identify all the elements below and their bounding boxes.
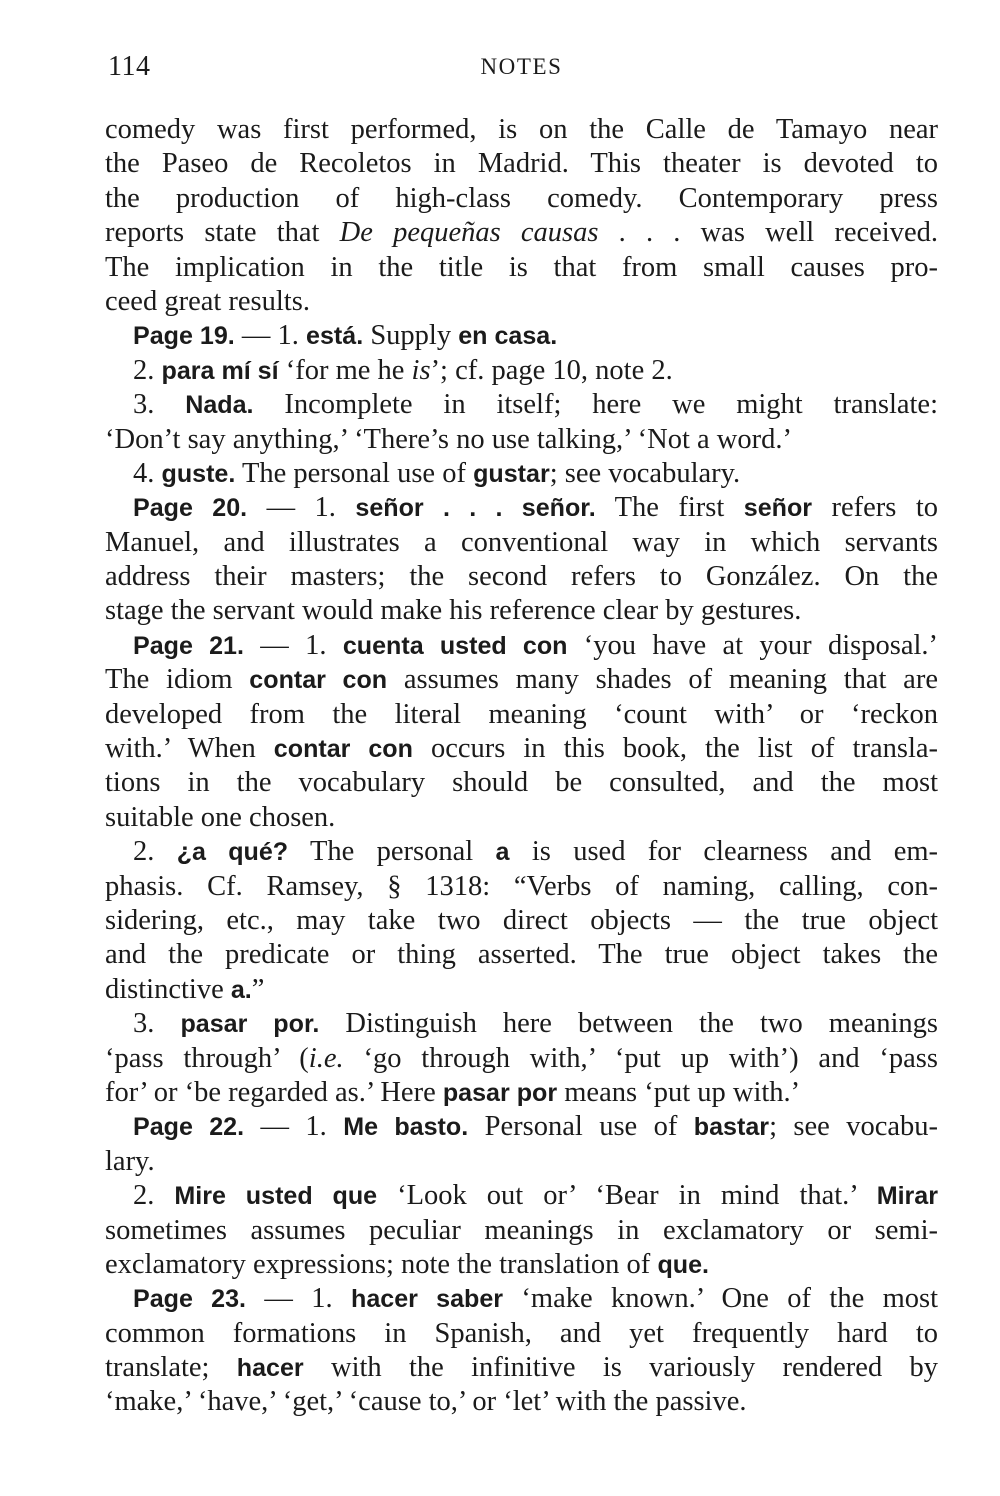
text-run: reports state that	[105, 217, 340, 249]
bold-term: hacer	[236, 1354, 304, 1383]
text-line	[105, 973, 938, 1007]
bold-term: en casa.	[458, 322, 558, 351]
bold-term: señor . . . señor.	[355, 494, 596, 523]
text-line	[105, 423, 938, 457]
text-run: Personal use of	[468, 1111, 694, 1143]
bold-term: Page 20.	[133, 494, 248, 523]
text-run: ; see vocabulary.	[549, 457, 741, 489]
text-run: ‘Don’t say anything,’ ‘There’s no use talking,’ ‘Not a word.’	[105, 423, 792, 455]
text-line	[105, 1351, 938, 1385]
bold-term: que.	[657, 1250, 709, 1279]
text-line	[105, 1179, 938, 1213]
text-run: ‘make,’ ‘have,’ ‘get,’ ‘cause to,’ or ‘let’ with the passive.	[105, 1386, 747, 1418]
text-run: Manuel, and illustrates a conventional way in which servants	[105, 526, 938, 558]
text-run: — 1.	[244, 1111, 344, 1143]
text-run: the Paseo de Recoletos in Madrid. This theater is devoted to	[105, 148, 938, 180]
text-line	[105, 285, 938, 319]
text-line	[105, 388, 938, 422]
bold-term: Mire usted que	[174, 1182, 378, 1211]
text-line	[105, 835, 938, 869]
text-run: 2.	[133, 354, 162, 386]
text-line	[105, 1007, 938, 1041]
text-line	[105, 1076, 938, 1110]
text-run: ‘go through with,’ ‘put up with’) and ‘pass	[343, 1042, 938, 1074]
text-run: distinctive	[105, 973, 231, 1005]
text-line	[105, 1248, 938, 1282]
bold-term: ¿a qué?	[176, 838, 289, 867]
bold-term: a.	[230, 975, 252, 1004]
note-paragraph	[105, 388, 938, 457]
note-paragraph	[105, 1007, 938, 1110]
text-line	[105, 560, 938, 594]
text-run: Distinguish here between the two meanings	[319, 1008, 938, 1040]
text-run: The personal use of	[235, 457, 474, 489]
text-run: ’; cf. page 10, note 2.	[430, 354, 673, 386]
italic-text: is	[411, 354, 431, 386]
bold-term: bastar	[693, 1113, 770, 1142]
text-run: refers to	[812, 492, 938, 524]
note-paragraph	[105, 354, 938, 388]
text-run: is used for clearness and em-	[509, 836, 939, 868]
text-line	[105, 766, 938, 800]
text-line	[105, 594, 938, 628]
note-paragraph	[105, 1110, 938, 1179]
text-line	[105, 491, 938, 525]
text-run: Supply	[363, 320, 459, 352]
text-run: address their masters; the second refers to González. On the	[105, 561, 938, 593]
bold-term: Page 21.	[133, 631, 244, 660]
text-run: ‘Look out or’ ‘Bear in mind that.’	[377, 1180, 877, 1212]
continued-paragraph	[105, 113, 938, 319]
text-line	[105, 216, 938, 250]
text-line	[105, 732, 938, 766]
bold-term: Nada.	[185, 391, 254, 420]
bold-term: gustar	[473, 459, 550, 488]
text-line	[105, 147, 938, 181]
italic-text: De pequeñas causas	[339, 217, 599, 249]
text-line	[105, 113, 938, 147]
note-paragraph	[105, 835, 938, 1007]
text-run: — 1.	[243, 629, 343, 661]
text-run: translate;	[105, 1352, 237, 1384]
text-run: sidering, etc., may take two direct objects — the true object	[105, 904, 938, 936]
bold-term: contar con	[249, 666, 388, 695]
text-run: — 1.	[246, 1283, 351, 1315]
text-line	[105, 1042, 938, 1076]
text-run: and the predicate or thing asserted. The true object takes the	[105, 939, 938, 971]
text-run: 3.	[133, 1008, 181, 1040]
text-line	[105, 526, 938, 560]
text-run: comedy was first performed, is on the Calle de Tamayo near	[105, 114, 938, 145]
text-run: — 1.	[234, 320, 307, 352]
bold-term: cuenta usted con	[342, 631, 568, 660]
text-run: the production of high-class comedy. Contemporary press	[105, 182, 938, 214]
text-run: . . . was well received.	[598, 217, 938, 249]
text-run: — 1.	[247, 492, 356, 524]
running-head: NOTES	[480, 54, 563, 79]
text-run: tions in the vocabulary should be consulted, and the most	[105, 767, 938, 799]
text-line	[105, 1317, 938, 1351]
italic-text: i.e.	[308, 1042, 344, 1074]
text-line	[105, 870, 938, 904]
note-paragraph	[105, 491, 938, 629]
text-run: for’ or ‘be regarded as.’ Here	[105, 1076, 443, 1108]
text-run: 4.	[133, 457, 162, 489]
text-run: assumes many shades of meaning that are	[387, 664, 938, 696]
text-line	[105, 354, 938, 388]
text-line	[105, 801, 938, 835]
bold-term: Page 23.	[133, 1285, 247, 1314]
text-run: suitable one chosen.	[105, 801, 336, 833]
note-paragraph	[105, 1179, 938, 1282]
text-line	[105, 1214, 938, 1248]
text-line	[105, 1110, 938, 1144]
text-run: ; see vocabu-	[769, 1111, 939, 1143]
text-run: means ‘put up with.’	[557, 1076, 801, 1108]
bold-term: pasar por.	[180, 1010, 320, 1039]
note-paragraph	[105, 629, 938, 835]
text-line	[105, 1282, 938, 1316]
bold-term: Mirar	[876, 1182, 939, 1211]
text-run: ”	[251, 973, 265, 1005]
text-line	[105, 319, 938, 353]
text-run: 2.	[133, 836, 177, 868]
bold-term: está.	[306, 322, 364, 351]
text-run: 3.	[133, 389, 186, 421]
text-run: with.’ When	[105, 733, 274, 765]
bold-term: Me basto.	[343, 1113, 469, 1142]
text-run: exclamatory expressions; note the translation of	[105, 1248, 658, 1280]
bold-term: pasar por	[442, 1078, 558, 1107]
text-run: ‘for me he	[278, 354, 412, 386]
text-line	[105, 938, 938, 972]
text-line	[105, 629, 938, 663]
text-run: stage the servant would make his reference clear by gestures.	[105, 595, 802, 627]
text-run: phasis. Cf. Ramsey, § 1318: “Verbs of naming, calling, con-	[105, 870, 938, 902]
text-run: ceed great results.	[105, 285, 310, 317]
text-run: common formations in Spanish, and yet frequently hard to	[105, 1317, 938, 1349]
text-line	[105, 1145, 938, 1179]
text-line	[105, 904, 938, 938]
continued-text	[105, 113, 938, 319]
text-line	[105, 457, 938, 491]
text-run: 2.	[133, 1180, 175, 1212]
text-line	[105, 663, 938, 697]
text-run: The implication in the title is that from small causes pro-	[105, 251, 938, 283]
text-line	[105, 182, 938, 216]
notes-body	[105, 113, 938, 1420]
text-line	[105, 698, 938, 732]
bold-term: a	[495, 838, 510, 867]
page-number: 114	[108, 51, 151, 82]
text-line	[105, 251, 938, 285]
text-run: with the infinitive is variously rendered by	[303, 1352, 938, 1384]
page-header	[105, 50, 938, 84]
note-paragraph	[105, 1282, 938, 1420]
bold-term: hacer saber	[351, 1285, 504, 1314]
bold-term: señor	[743, 494, 813, 523]
text-run: ‘pass through’ (	[105, 1042, 309, 1074]
note-paragraph	[105, 319, 938, 353]
note-paragraph	[105, 457, 938, 491]
text-run: sometimes assumes peculiar meanings in exclamatory or semi-	[105, 1214, 938, 1246]
text-run: The first	[595, 492, 744, 524]
text-run: occurs in this book, the list of transla-	[412, 733, 938, 765]
bold-term: contar con	[273, 735, 413, 764]
text-run: The idiom	[105, 664, 250, 696]
text-run: developed from the literal meaning ‘count with’ or ‘reckon	[105, 698, 938, 730]
text-run: Incomplete in itself; here we might translate:	[253, 389, 939, 421]
bold-term: Page 19.	[133, 322, 235, 351]
bold-term: para mí sí	[161, 356, 279, 385]
text-line	[105, 1385, 938, 1419]
text-run: ‘you have at your disposal.’	[567, 629, 939, 661]
text-run: ‘make known.’ One of the most	[503, 1283, 939, 1315]
text-run: The personal	[288, 836, 496, 868]
bold-term: Page 22.	[133, 1113, 245, 1142]
text-run: lary.	[105, 1145, 155, 1177]
bold-term: guste.	[161, 459, 236, 488]
notes-list	[105, 319, 938, 1420]
